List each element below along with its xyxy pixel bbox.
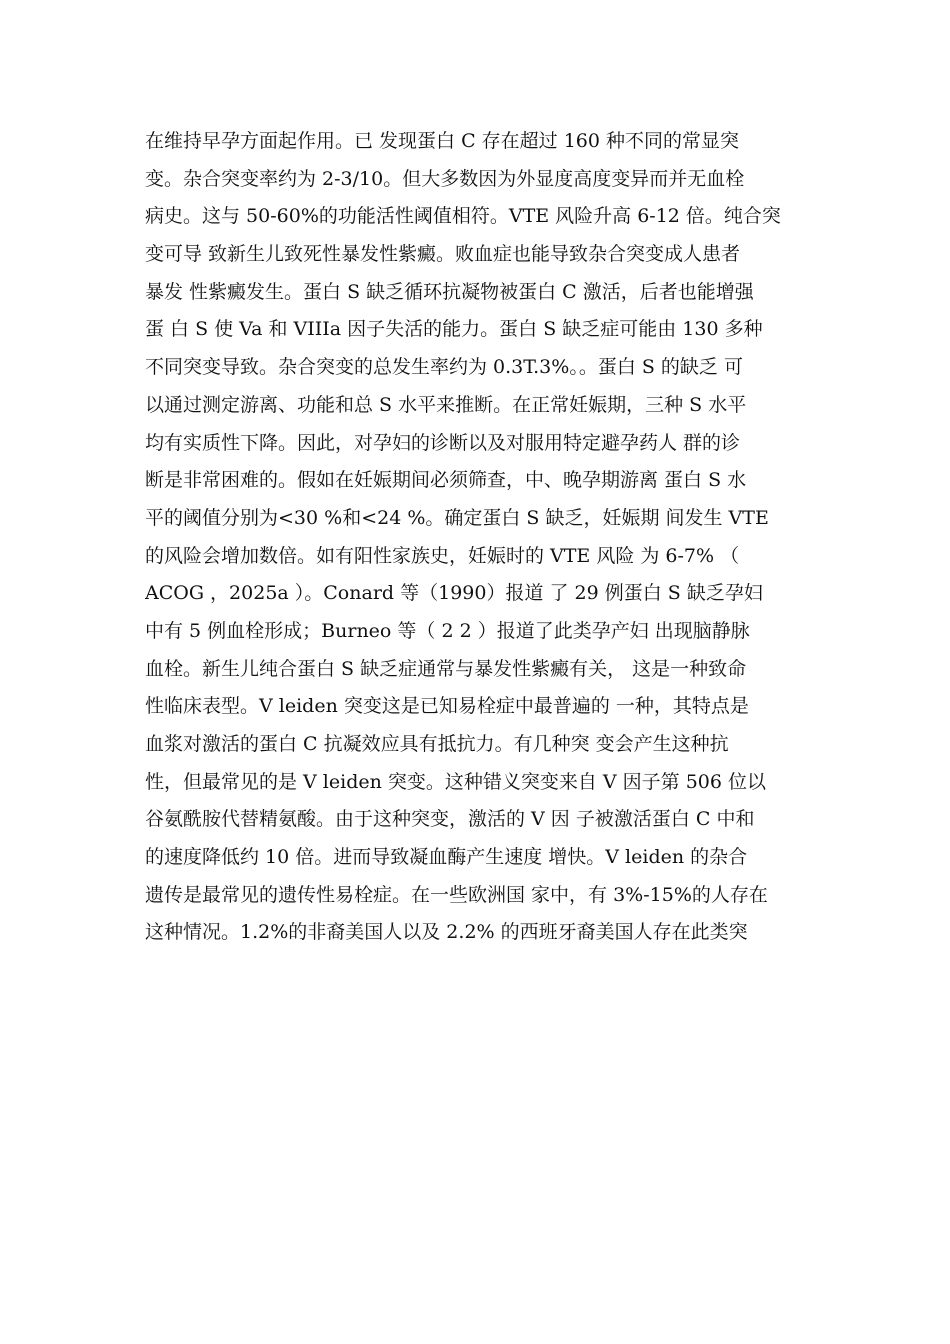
text-line: 谷氨酰胺代替精氨酸。由于这种突变，激活的 V 因 子被激活蛋白 C 中和 [145, 808, 755, 831]
text-line: 性临床表型。V leiden 突变这是已知易栓症中最普遍的 一种，其特点是 [145, 695, 749, 718]
text-line: 这种情况。1.2%的非裔美国人以及 2.2% 的西班牙裔美国人存在此类突 [145, 921, 748, 944]
text-line: 的风险会增加数倍。如有阳性家族史，妊娠时的 VTE 风险 为 6-7% （ [145, 544, 740, 567]
text-line: 病史。这与 50-60%的功能活性阈值相符。VTE 风险升高 6-12 倍。纯合突 [145, 205, 781, 228]
text-line: 血浆对激活的蛋白 C 抗凝效应具有抵抗力。有几种突 变会产生这种抗 [145, 733, 729, 755]
text-line: 平的阈值分别为<30 %和<24 %。确定蛋白 S 缺乏，妊娠期 间发生 VTE [145, 506, 769, 529]
text-line: 不同突变导致。杂合突变的总发生率约为 0.3T.3%。。蛋白 S 的缺乏 可 [145, 356, 743, 379]
body-text [145, 123, 825, 952]
text-line: 暴发 性紫癜发生。蛋白 S 缺乏循环抗凝物被蛋白 C 激活，后者也能增强 [145, 280, 754, 303]
text-line: 变可导 致新生儿致死性暴发性紫癜。败血症也能导致杂合突变成人患者 [145, 243, 741, 266]
text-line: 血栓。新生儿纯合蛋白 S 缺乏症通常与暴发性紫癜有关， 这是一种致命 [145, 657, 747, 680]
text-line: 性，但最常见的是 V leiden 突变。这种错义突变来自 V 因子第 506 位以 [145, 770, 767, 793]
text-line: ACOG ，2025a ）。Conard 等（1990）报道 了 29 例蛋白 S 缺乏孕妇 [145, 582, 763, 605]
text-line: 中有 5 例血栓形成；Burneo 等（ 2 2 ）报道了此类孕产妇 出现脑静脉 [145, 619, 750, 642]
text-line: 的速度降低约 10 倍。进而导致凝血酶产生速度 增快。V leiden 的杂合 [145, 846, 748, 869]
text-line: 在维持早孕方面起作用。已 发现蛋白 C 存在超过 160 种不同的常显突 [145, 130, 740, 152]
text-line: 变。杂合突变率约为 2-3/10。但大多数因为外显度高度变异而并无血栓 [145, 167, 745, 190]
text-line: 均有实质性下降。因此，对孕妇的诊断以及对服用特定避孕药人 群的诊 [145, 431, 741, 454]
text-line: 断是非常困难的。假如在妊娠期间必须筛查，中、晚孕期游离 蛋白 S 水 [145, 469, 747, 492]
text-line: 遗传是最常见的遗传性易栓症。在一些欧洲国 家中，有 3%-15%的人存在 [145, 883, 768, 906]
text-line: 以通过测定游离、功能和总 S 水平来推断。在正常妊娠期，三种 S 水平 [145, 393, 747, 416]
text-line: 蛋 白 S 使 Va 和 VIIIa 因子失活的能力。蛋白 S 缺乏症可能由 130 多种 [145, 318, 763, 341]
